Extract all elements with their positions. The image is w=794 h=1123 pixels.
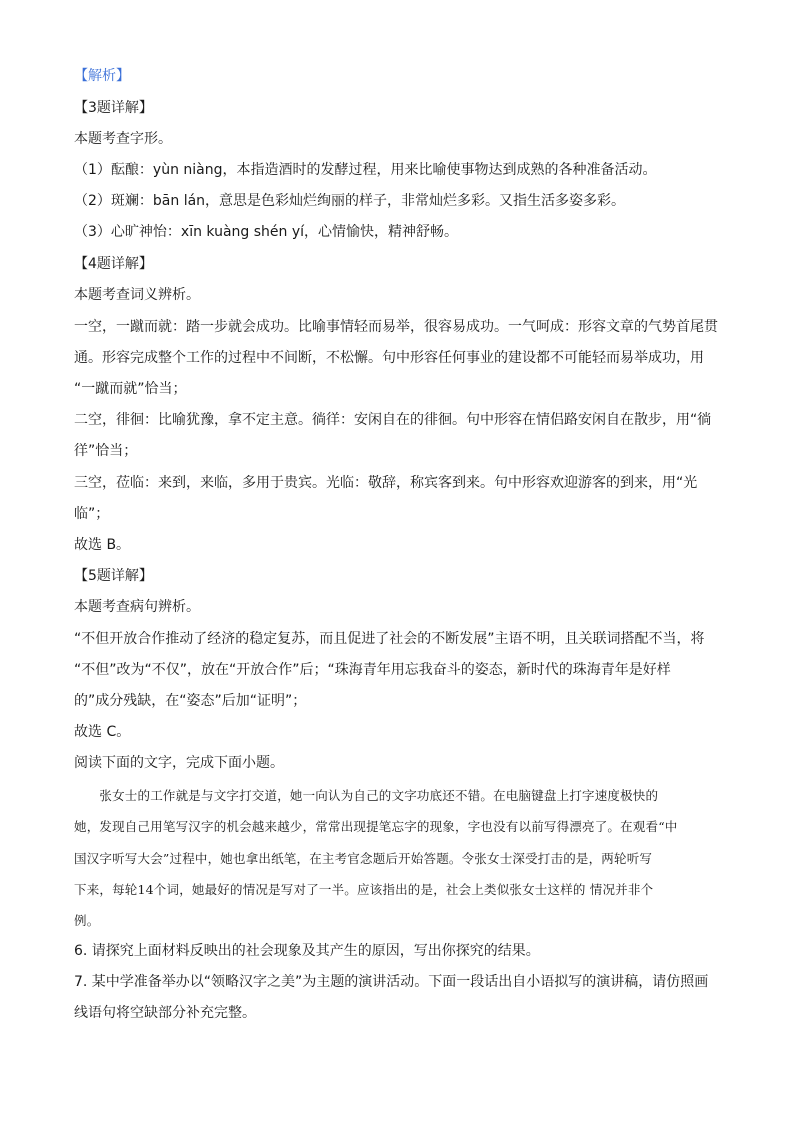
passage-line: 她，发现自己用笔写汉字的机会越来越少，常常出现提笔忘字的现象，字也没有以前写得漂亮了。在观看“中 [74,819,678,834]
text-line: 本题考查字形。 [74,131,172,147]
text-line: 徉”恰当； [74,443,138,459]
question-7-continued: 线语句将空缺部分补充完整。 [74,1005,256,1021]
text-line: 本题考查词义辨析。 [74,287,200,303]
text-line: 的”成分残缺，在“姿态”后加“证明”； [74,693,307,709]
question-5-heading: 【5题详解】 [74,568,153,584]
text-line: “不但”改为“不仅”，放在“开放合作”后；“珠海青年用忘我奋斗的姿态，新时代的珠海青年是好样 [74,662,671,678]
text-line: 故选 B。 [74,537,131,553]
text-line: 通。形容完成整个工作的过程中不间断，不松懈。句中形容任何事业的建设都不可能轻而易举成功，用 [74,350,704,366]
text-line: （1）酝酿：yùn niàng，本指造酒时的发酵过程，用来比喻使事物达到成熟的各种准备活动。 [74,162,657,178]
passage-line: 国汉字听写大会”过程中，她也拿出纸笔，在主考官念题后开始答题。令张女士深受打击的是，两轮听写 [74,851,653,866]
text-line: 故选 C。 [74,724,131,740]
question-6: 6. 请探究上面材料反映出的社会现象及其产生的原因，写出你探究的结果。 [74,943,540,959]
text-line: 二空，徘徊：比喻犹豫，拿不定主意。徜徉：安闲自在的徘徊。句中形容在情侣路安闲自在散步，用“徜 [74,412,712,428]
text-line: （2）斑斓：bān lán，意思是色彩灿烂绚丽的样子，非常灿烂多彩。又指生活多姿多彩。 [74,193,626,209]
passage-line: 下来，每轮14个词，她最好的情况是写对了一半。应该指出的是，社会上类似张女士这样的 情况并非个 [74,882,654,897]
question-3-heading: 【3题详解】 [74,100,153,116]
text-line: 一空，一蹴而就：踏一步就会成功。比喻事情轻而易举，很容易成功。一气呵成：形容文章的气势首尾贯 [74,319,718,335]
question-7: 7. 某中学准备举办以“领略汉字之美”为主题的演讲活动。下面一段话出自小语拟写的演讲稿，请仿照画 [74,974,709,990]
text-line: “不但开放合作推动了经济的稳定复苏，而且促进了社会的不断发展”主语不明，且关联词搭配不当，将 [74,631,705,647]
passage-line: 张女士的工作就是与文字打交道，她一向认为自己的文字功底还不错。在电脑键盘上打字速度极快的 [74,788,659,803]
text-line: “一蹴而就”恰当； [74,381,187,397]
reading-instruction: 阅读下面的文字，完成下面小题。 [74,755,284,771]
question-4-heading: 【4题详解】 [74,256,153,272]
section-heading-analysis: 【解析】 [74,68,130,84]
text-line: （3）心旷神怡：xīn kuàng shén yí，心情愉快，精神舒畅。 [74,224,459,240]
text-line: 本题考查病句辨析。 [74,599,200,615]
text-line: 临”； [74,506,110,522]
text-line: 三空，莅临：来到，来临，多用于贵宾。光临：敬辞，称宾客到来。句中形容欢迎游客的到来，用“光 [74,475,698,491]
passage-line: 例。 [74,913,100,928]
